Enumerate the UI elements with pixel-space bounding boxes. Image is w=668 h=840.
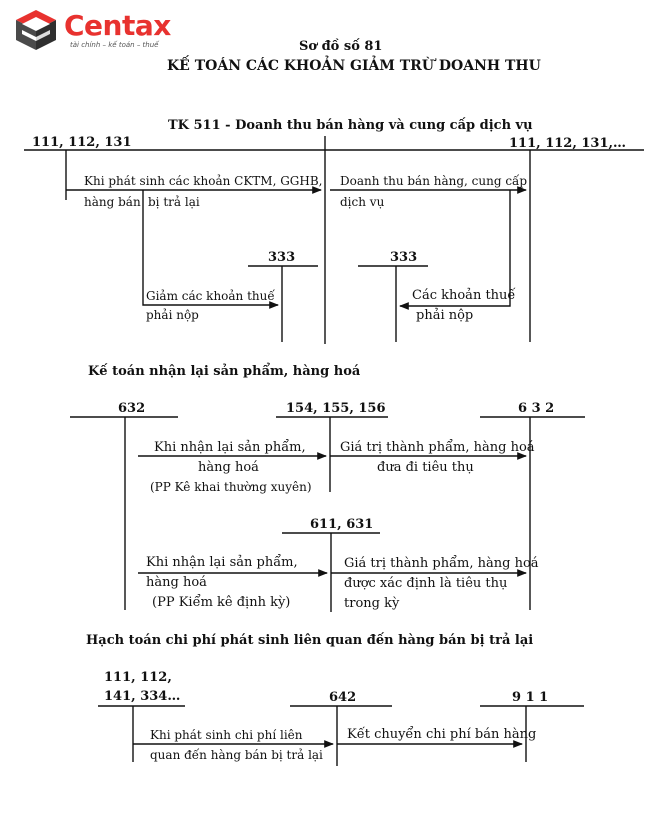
label-kkx-line1: Khi nhận lại sản phẩm, [154, 440, 306, 455]
logo-tagline: tài chính – kế toán – thuế [70, 41, 159, 49]
label-value2-line1: Giá trị thành phẩm, hàng hoá [344, 556, 539, 571]
label-revenue-line1: Doanh thu bán hàng, cung cấp [340, 174, 528, 188]
section2-heading: Kế toán nhận lại sản phẩm, hàng hoá [88, 364, 361, 379]
acc-632-left: 632 [118, 401, 146, 416]
section3-heading: Hạch toán chi phí phát sinh liên quan đến hàng bán bị trả lại [86, 633, 534, 648]
acc-111-bottom-line2: 141, 334… [104, 689, 181, 704]
tk511-title: TK 511 - Doanh thu bán hàng và cung cấp dịch vụ [168, 118, 533, 133]
acc-111-bottom-line1: 111, 112, [104, 670, 172, 685]
label-cktm-line2a: hàng bán [84, 195, 141, 209]
label-reduce-line1: Giảm các khoản thuế [146, 289, 275, 303]
label-value2-line3: trong kỳ [344, 596, 400, 611]
label-value-line1: Giá trị thành phẩm, hàng hoá [340, 440, 535, 455]
label-reduce-line2: phải nộp [146, 308, 199, 322]
label-kkd-line1: Khi nhận lại sản phẩm, [146, 555, 298, 570]
label-cktm-line1: Khi phát sinh các khoản CKTM, GGHB, [84, 174, 323, 188]
label-kkd-line3: (PP Kiểm kê định kỳ) [152, 595, 291, 610]
label-tax-line1: Các khoản thuế [412, 288, 516, 303]
label-kkd-line2: hàng hoá [146, 575, 207, 590]
label-value2-line2: được xác định là tiêu thụ [344, 576, 508, 591]
acc-154: 154, 155, 156 [286, 401, 386, 416]
label-kkx-line2: hàng hoá [198, 460, 259, 475]
label-cost-line2: quan đến hàng bán bị trả lại [150, 748, 323, 762]
acc-911: 9 1 1 [512, 690, 549, 705]
label-tax-line2: phải nộp [416, 308, 474, 323]
label-revenue-line2: dịch vụ [340, 195, 385, 209]
acc-611: 611, 631 [310, 517, 374, 532]
acc-111-left: 111, 112, 131 [32, 135, 132, 150]
diagram-title: KẾ TOÁN CÁC KHOẢN GIẢM TRỪ DOANH THU [167, 58, 541, 74]
acc-333-left: 333 [268, 250, 296, 265]
label-cktm-line2b: bị trả lại [148, 195, 200, 209]
acc-111-right: 111, 112, 131,… [509, 136, 627, 151]
label-value-line2: đưa đi tiêu thụ [377, 460, 474, 475]
diagram-subtitle: Sơ đồ số 81 [299, 39, 383, 54]
acc-642: 642 [329, 690, 357, 705]
label-kkx-line3: (PP Kê khai thường xuyên) [150, 480, 312, 494]
acc-632-right: 6 3 2 [518, 401, 555, 416]
logo-name: Centax [64, 9, 171, 42]
label-cost-line1: Khi phát sinh chi phí liên [150, 728, 303, 742]
label-transfer: Kết chuyển chi phí bán hàng [347, 727, 537, 742]
acc-333-right: 333 [390, 250, 418, 265]
